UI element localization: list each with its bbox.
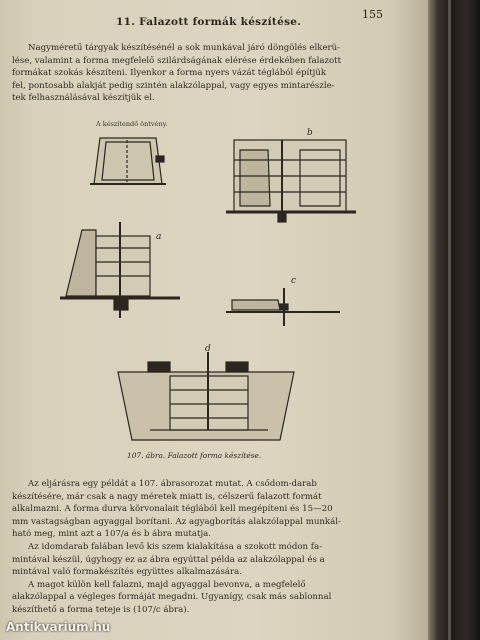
text-line: formákat szokás készíteni. Ilyenkor a forma nyers vázát téglából építjük (12, 68, 327, 79)
mold-drawing-c (226, 288, 340, 326)
book-binding (428, 0, 480, 640)
text-line: tek felhasználásával készítjük el. (12, 93, 155, 104)
text-line: alakzólappal a végleges formáját megadni. Ugyanígy, csak más sablonnal (12, 592, 332, 603)
figure-label-d: d (205, 344, 211, 354)
text-line: Az eljárásra egy példát a 107. ábrasorozat mutat. A csődom-darab (28, 479, 317, 489)
text-line: fel, pontosabb alakját pedig szintén alakzólappal, vagy egyes mintarészle- (12, 80, 335, 91)
text-line: Nagyméretű tárgyak készítésénél a sok munkával járó döngölés elkerü- (28, 43, 341, 53)
figure-label-a: a (156, 232, 162, 242)
text-line: ható meg, mint azt a 107/a és b ábra mutatja. (12, 529, 211, 540)
page-number: 155 (362, 8, 383, 21)
mold-drawing-d (118, 352, 294, 440)
figure-caption: 107. ábra. Falazott forma készítése. (127, 451, 262, 460)
text-line: mm vastagságban agyaggal borítani. Az agyagborítás alakzólappal munkál- (12, 516, 341, 527)
text-line: mintával készül, úgyhogy ez az ábra egyúttal példa az alakzólappal és a (12, 554, 325, 565)
text-line: készítésére, már csak a nagy méretek miatt is, célszerű falazott formát (12, 491, 322, 502)
text-line: alkalmazni. A forma durva körvonalait téglából kell megépíteni és 15—20 (12, 504, 333, 515)
text-line: A magot külön kell falazni, majd agyaggal bevonva, a megfelelő (28, 579, 306, 590)
casting-drawing (90, 138, 166, 184)
binding-edge (448, 0, 451, 640)
figure-small-label: A készítendő öntvény. (96, 120, 168, 128)
text-line: készíthető a forma teteje is (107/c ábra). (12, 604, 190, 615)
section-title: 11. Falazott formák készítése. (116, 16, 302, 28)
figure-label-b: b (307, 128, 313, 138)
text-line: lése, valamint a forma megfelelő szilárdságának elérése érdekében falazott (12, 55, 342, 66)
mold-drawing-a (60, 222, 180, 318)
body-paragraph (12, 478, 341, 617)
mold-drawing-b (226, 140, 356, 222)
text-line: Az idomdarab falában levő kis szem kialakítása a szokott módon fa- (28, 541, 323, 552)
watermark: Antikvarium.hu (6, 620, 111, 634)
figure-label-c: c (291, 276, 297, 286)
text-line: mintával való formakészítés együttes alkalmazására. (12, 567, 242, 578)
